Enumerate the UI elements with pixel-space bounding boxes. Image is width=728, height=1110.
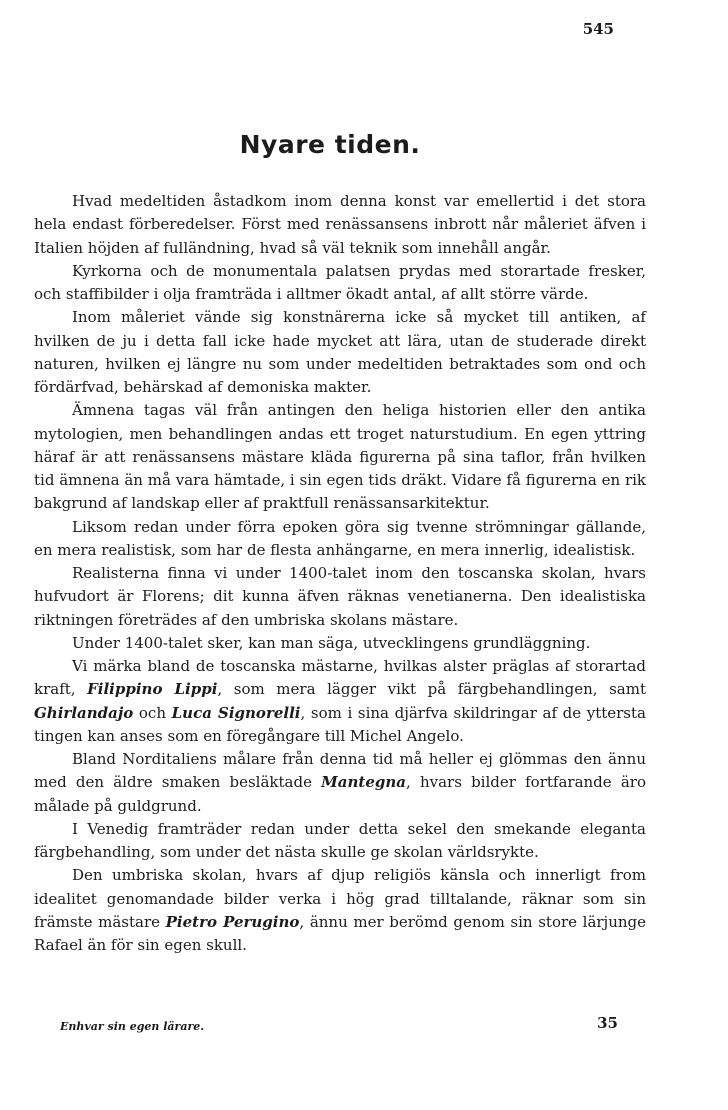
paragraph [34,632,646,655]
page-number: 545 [582,20,614,38]
artist-name: Ghirlandajo [34,703,134,722]
artist-name: Mantegna [321,773,406,792]
text-run: , som mera lägger vikt på färgbehandlingen, samt [217,680,646,699]
text-run: Liksom redan under förra epoken göra sig tvenne strömningar gällande, en mera realistisk, som har de flesta anhängarne, en mera innerlig, idealistisk. [34,517,646,559]
artist-name: Pietro Perugino [165,912,300,931]
paragraph [34,748,646,818]
text-run: Vi märka bland de toscanska mästarne, hvilkas alster präglas af storartad kraft, [34,657,646,699]
paragraph [34,655,646,748]
paragraph [34,306,646,399]
paragraph [34,562,646,632]
text-run: Den umbriska skolan, hvars af djup religiös känsla och innerligt from idealitet genomandade bilder verka i hög grad tilltalande, räknar som sin främste mästare [34,866,646,931]
text-run: och [133,703,172,722]
text-run: , som i sina djärfva skildringar af de yttersta tingen kan anses som en föregångare till Michel Angelo. [34,703,646,745]
artist-name: Filippino Lippi [87,680,218,699]
text-run: Kyrkorna och de monumentala palatsen prydas med storartade fresker, och staffibilder i olja framträda i alltmer ökadt antal, af allt större värde. [34,261,646,303]
text-run: Ämnena tagas väl från antingen den heliga historien eller den antika mytologien, men behandlingen andas ett troget naturstudium. En egen yttring häraf är att renässansens mästare kläda figurerna på sina taflor, från hvilken tid ämnena än må vara hämtade, i sin egen tids dräkt. Vidare få figurerna en rik bakgrund af landskap eller af praktfull renässansarkitektur. [34,401,646,513]
text-run: I Venedig framträder redan under detta sekel den smekande eleganta färgbehandling, som under det nästa skulle ge skolan världsrykte. [34,819,646,861]
body-text [34,190,646,957]
text-run: Hvad medeltiden åstadkom inom denna konst var emellertid i det stora hela endast förberedelser. Först med renässansens inbrott når måleriet äfven i Italien höjden af fulländning, hvad så väl teknik som innehåll angår. [34,192,646,257]
artist-name: Luca Signorelli [171,703,301,722]
text-run: , hvars bilder fortfarande äro målade på guldgrund. [34,773,646,815]
paragraph [34,516,646,563]
footer-series-title: Enhvar sin egen lärare. [60,1020,205,1033]
paragraph [34,818,646,865]
paragraph [34,864,646,957]
text-run: Under 1400-talet sker, kan man säga, utvecklingens grundläggning. [72,633,591,652]
text-run: Realisterna finna vi under 1400-talet inom den toscanska skolan, hvars hufvudort är Florens; dit kunna äfven räknas venetianerna. Den idealistiska riktningen företrädes af den umbriska skolans mästare. [34,564,646,629]
paragraph [34,399,646,515]
text-run: , ännu mer berömd genom sin store lärjunge Rafael än för sin egen skull. [34,912,647,954]
text-run: Bland Norditaliens målare från denna tid må heller ej glömmas den ännu med den äldre smaken besläktade [34,750,646,792]
text-run: Inom måleriet vände sig konstnärerna icke så mycket till antiken, af hvilken de ju i detta fall icke hade mycket att lära, utan de studerade direkt naturen, hvilken ej längre nu som under medeltiden betraktades som ond och fördärfvad, behärskad af demoniska makter. [34,308,646,396]
footer-signature-number: 35 [597,1014,618,1032]
chapter-title: Nyare tiden. [239,130,421,159]
paragraph [34,190,646,260]
paragraph [34,260,646,307]
